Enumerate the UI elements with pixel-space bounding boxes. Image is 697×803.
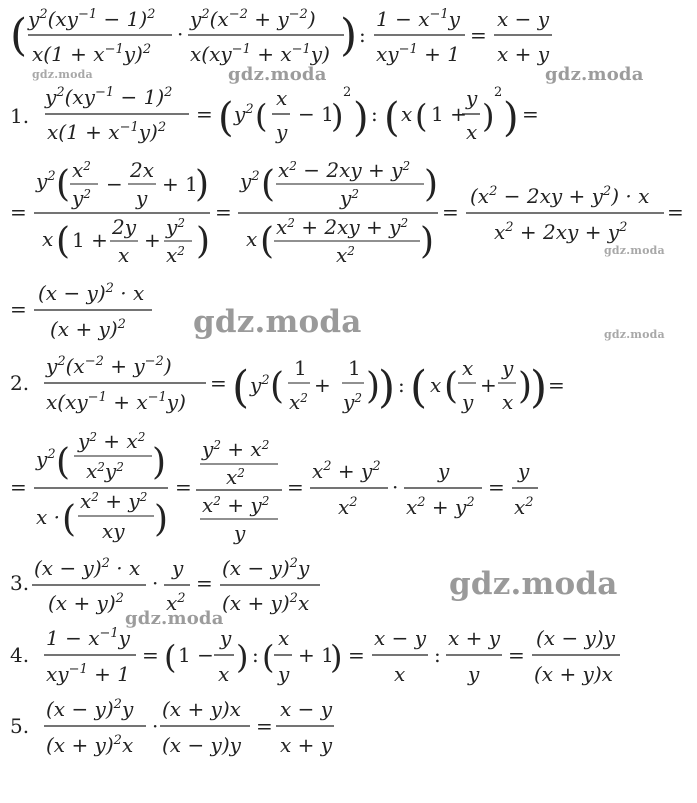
- svg-text:x(xy−1 + x−1y): $x(xy^{-1} + x^{-1}y)$: [190, 42, 330, 66]
- svg-text:x − y: x − y: [280, 697, 333, 721]
- svg-text:x: x: [42, 227, 54, 251]
- svg-text:=: =: [215, 200, 232, 224]
- svg-text:x: x: [118, 243, 130, 267]
- svg-text:(x − y)2 · x: $(x - y)^2 \cdot x$: [34, 556, 141, 580]
- svg-text:x2 + y2: $x^2 + y^2$: [312, 459, 381, 483]
- svg-text:): ): [196, 221, 211, 262]
- svg-text:(: (: [270, 366, 285, 407]
- svg-text:+: +: [480, 373, 497, 397]
- svg-text:−: −: [106, 172, 123, 196]
- svg-text:(: (: [164, 638, 177, 676]
- step-number: 5.: [10, 714, 30, 738]
- svg-text:2y: 2y: [112, 215, 137, 239]
- svg-text:x: x: [401, 102, 413, 126]
- step-number: 2.: [10, 371, 30, 395]
- svg-text:x2 + y2: $x^2 + y^2$: [202, 493, 270, 517]
- svg-text:·: ·: [177, 22, 184, 46]
- svg-text:xy−1 + 1: $xy^{-1} + 1$: [46, 662, 130, 686]
- svg-text:1 +: 1 +: [72, 228, 108, 252]
- svg-text:1: 1: [294, 356, 307, 380]
- svg-text::: :: [359, 23, 366, 47]
- watermark-logo: gdz.moda: [604, 328, 665, 341]
- step-5: [10, 697, 334, 757]
- svg-text:): ): [366, 366, 381, 407]
- watermark-logo: gdz.moda: [228, 64, 327, 85]
- svg-text:x: x: [246, 227, 258, 251]
- svg-text:x: x: [430, 373, 442, 397]
- svg-text:x: x: [462, 356, 474, 380]
- svg-text:(: (: [232, 362, 250, 413]
- svg-text:y: y: [278, 662, 290, 686]
- svg-text:y2: $y^2$: [36, 169, 56, 193]
- svg-text:·: ·: [392, 475, 399, 499]
- svg-text:): ): [152, 442, 167, 483]
- svg-text:·: ·: [152, 714, 159, 738]
- step-4: [10, 626, 620, 686]
- problem-expression: [10, 7, 552, 66]
- svg-text:y2(xy−1 − 1)2: $y^2(xy^{-1} - 1)^2$: [28, 7, 156, 31]
- svg-text:x − y: x − y: [497, 7, 550, 31]
- svg-text:=: =: [256, 714, 273, 738]
- svg-text:y2: $y^2$: [36, 447, 56, 471]
- svg-text:x2 − 2xy + y2: $x^2 - 2xy + y^2$: [278, 158, 411, 182]
- svg-text:(x − y)2y: $(x - y)^2y$: [222, 556, 310, 580]
- svg-text:+ 1: + 1: [162, 172, 198, 196]
- svg-text:=: =: [10, 475, 27, 499]
- svg-text:=: =: [196, 102, 213, 126]
- svg-text:x − y: x − y: [374, 626, 427, 650]
- svg-text:): ): [503, 95, 519, 141]
- svg-text:=: =: [287, 475, 304, 499]
- svg-text:x2: $x^2$: [338, 495, 358, 519]
- watermark-logo: gdz.moda: [125, 608, 224, 629]
- svg-text:y: y: [462, 390, 474, 414]
- svg-text:x2: $x^2$: [166, 591, 186, 615]
- svg-text:y2: $y^2$: [343, 390, 362, 414]
- svg-text:x2: $x^2$: [226, 465, 245, 489]
- svg-text:): ): [378, 362, 396, 413]
- svg-text:=: =: [142, 643, 159, 667]
- svg-text:·: ·: [152, 571, 159, 595]
- svg-text:(x + y)x: (x + y)x: [534, 662, 613, 686]
- svg-text:+: +: [144, 228, 161, 252]
- svg-text:y2 + x2: $y^2 + x^2$: [78, 429, 146, 453]
- svg-text:x2: $x^2$: [289, 390, 308, 414]
- step-1-line-3: [10, 281, 152, 341]
- svg-text:=: =: [196, 571, 213, 595]
- step-number: 3.: [10, 571, 30, 595]
- svg-text:(: (: [444, 366, 459, 407]
- svg-text:(: (: [260, 221, 275, 262]
- svg-text:x + y: x + y: [497, 42, 550, 66]
- svg-text:(: (: [261, 164, 276, 205]
- svg-text:2x: 2x: [130, 158, 155, 182]
- svg-text:=: =: [10, 297, 27, 321]
- step-number: 1.: [10, 104, 30, 128]
- svg-text:y: y: [234, 521, 246, 545]
- svg-text:): ): [530, 362, 548, 413]
- svg-text:y: y: [468, 662, 480, 686]
- svg-text:=: =: [488, 475, 505, 499]
- svg-text:(x − y)2y: $(x - y)^2y$: [46, 697, 134, 721]
- svg-text:(: (: [62, 499, 77, 540]
- svg-text:y: y: [518, 459, 530, 483]
- step-3: [10, 556, 320, 615]
- svg-text:x: x: [276, 86, 288, 110]
- step-2-line-1: [10, 354, 565, 414]
- svg-text:x ·: x ·: [36, 505, 60, 529]
- svg-text:y2: $y^2$: [250, 373, 270, 397]
- svg-text:x: x: [218, 662, 230, 686]
- svg-text:x + y: x + y: [448, 626, 501, 650]
- svg-text:=: =: [548, 373, 565, 397]
- svg-text:(: (: [10, 10, 28, 61]
- svg-text:x2: $x^2$: [514, 495, 534, 519]
- svg-text::: :: [398, 373, 405, 397]
- svg-text:x(1 + x−1y)2: $x(1 + x^{-1}y)^2$: [47, 120, 167, 144]
- svg-text:): ): [482, 97, 495, 135]
- svg-text:− 1: − 1: [298, 102, 334, 126]
- svg-text:y: y: [438, 459, 450, 483]
- svg-text:x2: $x^2$: [336, 243, 355, 267]
- svg-text:y2(x−2 + y−2): $y^2(x^{-2} + y^{-2})$: [190, 7, 316, 31]
- svg-text:x(xy−1 + x−1y): $x(xy^{-1} + x^{-1}y)$: [46, 390, 186, 414]
- svg-text:(: (: [410, 362, 428, 413]
- step-2-line-2: [10, 429, 538, 545]
- svg-text:(: (: [255, 97, 268, 135]
- svg-text:y2(x−2 + y−2): $y^2(x^{-2} + y^{-2})$: [46, 354, 172, 378]
- svg-text::: :: [252, 643, 259, 667]
- watermark-logo: gdz.moda: [32, 68, 93, 81]
- svg-text:x2 + y2: $x^2 + y^2$: [80, 489, 148, 513]
- svg-text:): ): [154, 499, 169, 540]
- svg-text:x2 + 2xy + y2: $x^2 + 2xy + y^2$: [276, 215, 409, 239]
- svg-text:1 − x−1y: $1 - x^{-1}y$: [46, 626, 130, 650]
- svg-text:): ): [331, 97, 344, 135]
- svg-text:(x + y)2x: $(x + y)^2x$: [46, 733, 134, 757]
- svg-text:x2: $x^2$: [72, 158, 91, 182]
- svg-text:(: (: [415, 97, 428, 135]
- svg-text:x2 + 2xy + y2: $x^2 + 2xy + y^2$: [494, 220, 628, 244]
- svg-text:y: y: [502, 356, 514, 380]
- svg-text:x2y2: $x^2y^2$: [86, 459, 124, 483]
- svg-text:2: 2: [343, 85, 352, 100]
- step-1-line-2: [10, 158, 684, 267]
- svg-text:(: (: [56, 442, 71, 483]
- svg-text:): ): [420, 221, 435, 262]
- svg-text:=: =: [508, 643, 525, 667]
- svg-text:x2: $x^2$: [166, 243, 185, 267]
- svg-text:): ): [340, 10, 358, 61]
- svg-text:(: (: [384, 95, 400, 141]
- step-1-line-1: [10, 85, 539, 144]
- svg-text:y: y: [220, 626, 232, 650]
- svg-text:(x + y)2: $(x + y)^2$: [50, 317, 126, 341]
- svg-text:): ): [424, 164, 439, 205]
- svg-text:y2: $y^2$: [340, 186, 359, 210]
- svg-text:): ): [195, 164, 210, 205]
- watermark-logo: gdz.moda: [545, 64, 644, 85]
- svg-text:): ): [330, 638, 343, 676]
- svg-text:x(1 + x−1y)2: $x(1 + x^{-1}y)^2$: [32, 42, 152, 66]
- svg-text:+: +: [314, 373, 331, 397]
- svg-text:y2 + x2: $y^2 + x^2$: [202, 437, 270, 461]
- watermark-logo: gdz.moda: [604, 244, 665, 257]
- svg-text:(x + y)2: $(x + y)^2$: [48, 591, 124, 615]
- svg-text:=: =: [470, 23, 487, 47]
- svg-text:+ 1: + 1: [298, 643, 334, 667]
- svg-text:=: =: [348, 643, 365, 667]
- svg-text:y: y: [172, 556, 184, 580]
- step-number: 4.: [10, 643, 30, 667]
- svg-text:x: x: [502, 390, 514, 414]
- svg-text:y: y: [276, 120, 288, 144]
- svg-text:): ): [353, 95, 369, 141]
- svg-text:=: =: [210, 371, 227, 395]
- svg-text:(: (: [56, 164, 71, 205]
- svg-text:1: 1: [348, 356, 361, 380]
- svg-text:(x − y)y: (x − y)y: [536, 626, 615, 650]
- svg-text:(: (: [218, 95, 234, 141]
- svg-text:y: y: [136, 186, 148, 210]
- svg-text:): ): [236, 638, 249, 676]
- watermark-logo: gdz.moda: [449, 566, 618, 602]
- svg-text:=: =: [10, 200, 27, 224]
- svg-text:y2(xy−1 − 1)2: $y^2(xy^{-1} - 1)^2$: [45, 85, 173, 109]
- svg-text:(x − y)2 · x: $(x - y)^2 \cdot x$: [38, 281, 145, 305]
- svg-text:=: =: [442, 200, 459, 224]
- svg-text:1 −: 1 −: [178, 643, 214, 667]
- svg-text:x: x: [466, 120, 478, 144]
- svg-text:y2: $y^2$: [72, 186, 91, 210]
- svg-text:y: y: [466, 86, 478, 110]
- svg-text:y2: $y^2$: [240, 169, 260, 193]
- svg-text:1 +: 1 +: [431, 102, 467, 126]
- svg-text:(x + y)x: (x + y)x: [162, 697, 241, 721]
- svg-text:(: (: [262, 638, 275, 676]
- svg-text::: :: [434, 643, 441, 667]
- svg-text:xy−1 + 1: $xy^{-1} + 1$: [376, 42, 460, 66]
- svg-text:2: 2: [494, 85, 503, 100]
- svg-text:): ): [518, 366, 533, 407]
- svg-text:=: =: [522, 102, 539, 126]
- svg-text:y2: $y^2$: [166, 215, 185, 239]
- svg-text:x2 + y2: $x^2 + y^2$: [406, 495, 475, 519]
- svg-text:(x − y)y: (x − y)y: [162, 733, 241, 757]
- svg-text:(: (: [56, 221, 71, 262]
- svg-text:xy: xy: [102, 519, 125, 543]
- svg-text:x: x: [394, 662, 406, 686]
- svg-text:1 − x−1y: $1 - x^{-1}y$: [376, 7, 460, 31]
- svg-text:x + y: x + y: [280, 733, 333, 757]
- svg-text:=: =: [175, 475, 192, 499]
- svg-text:y2: $y^2$: [234, 102, 254, 126]
- svg-text:x: x: [278, 626, 290, 650]
- svg-text:(x + y)2x: $(x + y)^2x$: [222, 591, 310, 615]
- svg-text:=: =: [667, 200, 684, 224]
- svg-text::: :: [371, 102, 378, 126]
- watermark-logo: gdz.moda: [193, 304, 362, 340]
- svg-text:(x2 − 2xy + y2) · x: $(x^2 - 2xy + y^2) \cdot x$: [470, 184, 650, 208]
